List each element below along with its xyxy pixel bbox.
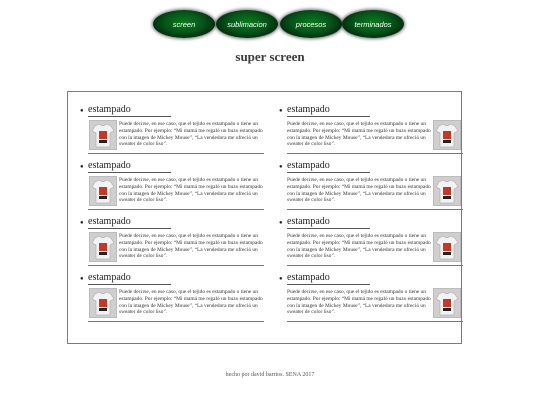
card-estampado (279, 272, 464, 322)
shirt-image (433, 232, 461, 262)
bullet-icon: ● (80, 164, 84, 170)
card-description: Puede decirse, en ese caso, que el tejido es estampado o tiene un estampado. Por ejemplo: “Mi mamá me regaló un buzo estampado con la imagen de Mickey Mouse”, “La vendedora me ofreció un sweater de color liso”. (119, 121, 263, 148)
nav-screen-button[interactable]: screen (153, 10, 215, 38)
content-panel (67, 91, 462, 344)
card-estampado (80, 104, 265, 154)
card-title[interactable]: estampado (88, 104, 131, 115)
card-title[interactable]: estampado (287, 216, 330, 227)
bullet-icon: ● (279, 108, 283, 114)
card-description: Puede decirse, en ese caso, que el tejido es estampado o tiene un estampado. Por ejemplo: “Mi mamá me regaló un buzo estampado con la imagen de Mickey Mouse”, “La vendedora me ofreció un sweater de color liso”. (287, 121, 431, 148)
card-description: Puede decirse, en ese caso, que el tejido es estampado o tiene un estampado. Por ejemplo: “Mi mamá me regaló un buzo estampado con la imagen de Mickey Mouse”, “La vendedora me ofreció un sweater de color liso”. (119, 233, 263, 260)
main-nav (0, 10, 540, 40)
shirt-image (89, 288, 117, 318)
bullet-icon: ● (80, 220, 84, 226)
card-estampado (279, 216, 464, 266)
card-estampado (80, 272, 265, 322)
shirt-image (433, 288, 461, 318)
card-description: Puede decirse, en ese caso, que el tejido es estampado o tiene un estampado. Por ejemplo: “Mi mamá me regaló un buzo estampado con la imagen de Mickey Mouse”, “La vendedora me ofreció un sweater de color liso”. (119, 177, 263, 204)
card-estampado (80, 160, 265, 210)
bullet-icon: ● (279, 276, 283, 282)
card-estampado (279, 104, 464, 154)
nav-sublimacion-button[interactable]: sublimacion (216, 10, 278, 38)
card-title[interactable]: estampado (88, 272, 131, 283)
footer-credit: hecho por david barrios. SENA 2017 (225, 372, 315, 378)
bullet-icon: ● (279, 164, 283, 170)
card-title[interactable]: estampado (88, 160, 131, 171)
bullet-icon: ● (279, 220, 283, 226)
shirt-image (89, 232, 117, 262)
shirt-image (89, 176, 117, 206)
card-description: Puede decirse, en ese caso, que el tejido es estampado o tiene un estampado. Por ejemplo: “Mi mamá me regaló un buzo estampado con la imagen de Mickey Mouse”, “La vendedora me ofreció un sweater de color liso”. (287, 233, 431, 260)
bullet-icon: ● (80, 276, 84, 282)
card-title[interactable]: estampado (287, 160, 330, 171)
shirt-image (433, 176, 461, 206)
card-title[interactable]: estampado (287, 272, 330, 283)
card-title[interactable]: estampado (88, 216, 131, 227)
shirt-image (89, 120, 117, 150)
bullet-icon: ● (80, 108, 84, 114)
card-title[interactable]: estampado (287, 104, 330, 115)
nav-procesos-button[interactable]: procesos (280, 10, 342, 38)
page-title: super screen (235, 49, 305, 64)
card-description: Puede decirse, en ese caso, que el tejido es estampado o tiene un estampado. Por ejemplo: “Mi mamá me regaló un buzo estampado con la imagen de Mickey Mouse”, “La vendedora me ofreció un sweater de color liso”. (287, 177, 431, 204)
nav-terminados-button[interactable]: terminados (342, 10, 404, 38)
shirt-image (433, 120, 461, 150)
card-description: Puede decirse, en ese caso, que el tejido es estampado o tiene un estampado. Por ejemplo: “Mi mamá me regaló un buzo estampado con la imagen de Mickey Mouse”, “La vendedora me ofreció un sweater de color liso”. (287, 289, 431, 316)
card-estampado (279, 160, 464, 210)
card-estampado (80, 216, 265, 266)
card-description: Puede decirse, en ese caso, que el tejido es estampado o tiene un estampado. Por ejemplo: “Mi mamá me regaló un buzo estampado con la imagen de Mickey Mouse”, “La vendedora me ofreció un sweater de color liso”. (119, 289, 263, 316)
